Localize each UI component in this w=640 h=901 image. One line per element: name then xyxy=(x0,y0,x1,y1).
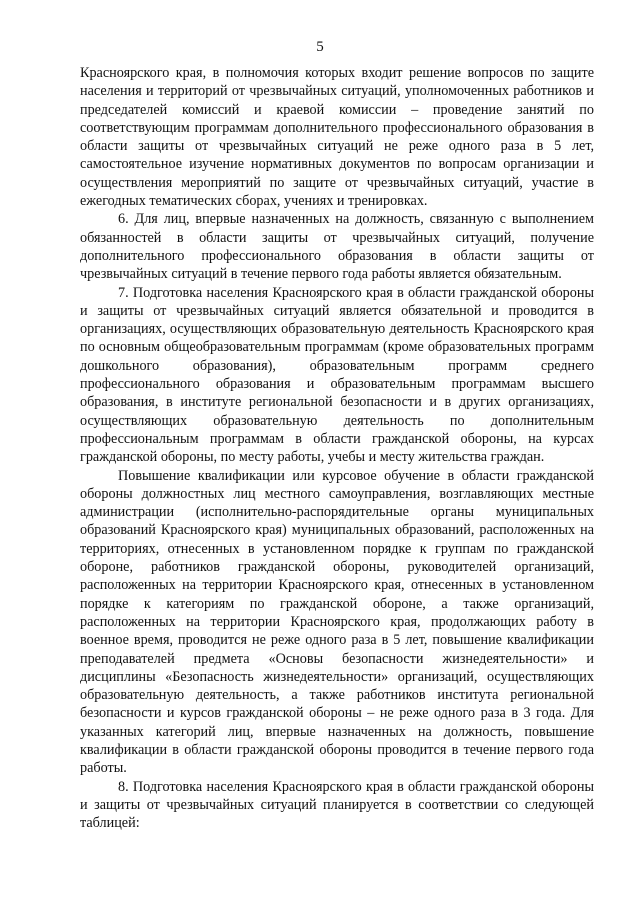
page-number: 5 xyxy=(316,39,324,55)
paragraph-continuation: Красноярского края, в полномочия которых входит решение вопросов по защите населения и территорий от чрезвычайных ситуаций, уполномоченных работников и председателей комиссий и краевой комиссии – проведение занятий по соответствующим программам дополнительного профессионального образования в области защиты от чрезвычайных ситуаций не реже одного раза в 5 лет, самостоятельное изучение нормативных документов по вопросам организации и осуществления мероприятий по защите от чрезвычайных ситуаций, участие в ежегодных тематических сборах, учениях и тренировках. xyxy=(80,65,594,210)
paragraph-item-8: 8. Подготовка населения Красноярского края в области гражданской обороны и защиты от чрезвычайных ситуаций планируется в соответствии со следующей таблицей: xyxy=(80,778,594,832)
paragraph-item-7: 7. Подготовка населения Красноярского края в области гражданской обороны и защиты от чрезвычайных ситуаций является обязательной и проводится в организациях, осуществляющих образовательную деятельность Красноярского края по основным общеобразовательным программам (кроме образовательных программ дошкольного образования), образовательным программ среднего профессионального образования и образовательным программам высшего образования, в институте региональной безопасности и в других организациях, осуществляющих образовательную деятельность по дополнительным профессиональным программам в области гражданской обороны, на курсах гражданской обороны, по месту работы, учебы и месту жительства граждан. xyxy=(80,284,594,466)
paragraph-item-6: 6. Для лиц, впервые назначенных на должность, связанную с выполнением обязанностей в области защиты от чрезвычайных ситуаций, получение дополнительного профессионального образования в области защиты от чрезвычайных ситуаций в течение первого года работы является обязательным. xyxy=(80,211,594,283)
document-body xyxy=(80,64,594,832)
paragraph-qualification: Повышение квалификации или курсовое обучение в области гражданской обороны должностных лиц местного самоуправления, возглавляющих местные администрации (исполнительно-распорядительные органы муниципальных образований Красноярского края) муниципальных образований, расположенных на территориях, отнесенных в установленном порядке к группам по гражданской обороне, работников гражданской обороны, руководителей организаций, расположенных на территории Красноярского края, отнесенных в установленном порядке к категориям по гражданской обороне, а также организаций, расположенных на территории Красноярского края, продолжающих работу в военное время, проводится не реже одного раза в 5 лет, повышение квалификации преподавателей предмета «Основы безопасности жизнедеятельности» и дисциплины «Безопасность жизнедеятельности» организаций, осуществляющих образовательную деятельность, а также работников института региональной безопасности и курсов гражданской обороны – не реже одного раза в 3 года. Для указанных категорий лиц, впервые назначенных на должность, повышение квалификации в области гражданской обороны проводится в течение первого года работы. xyxy=(80,467,594,777)
